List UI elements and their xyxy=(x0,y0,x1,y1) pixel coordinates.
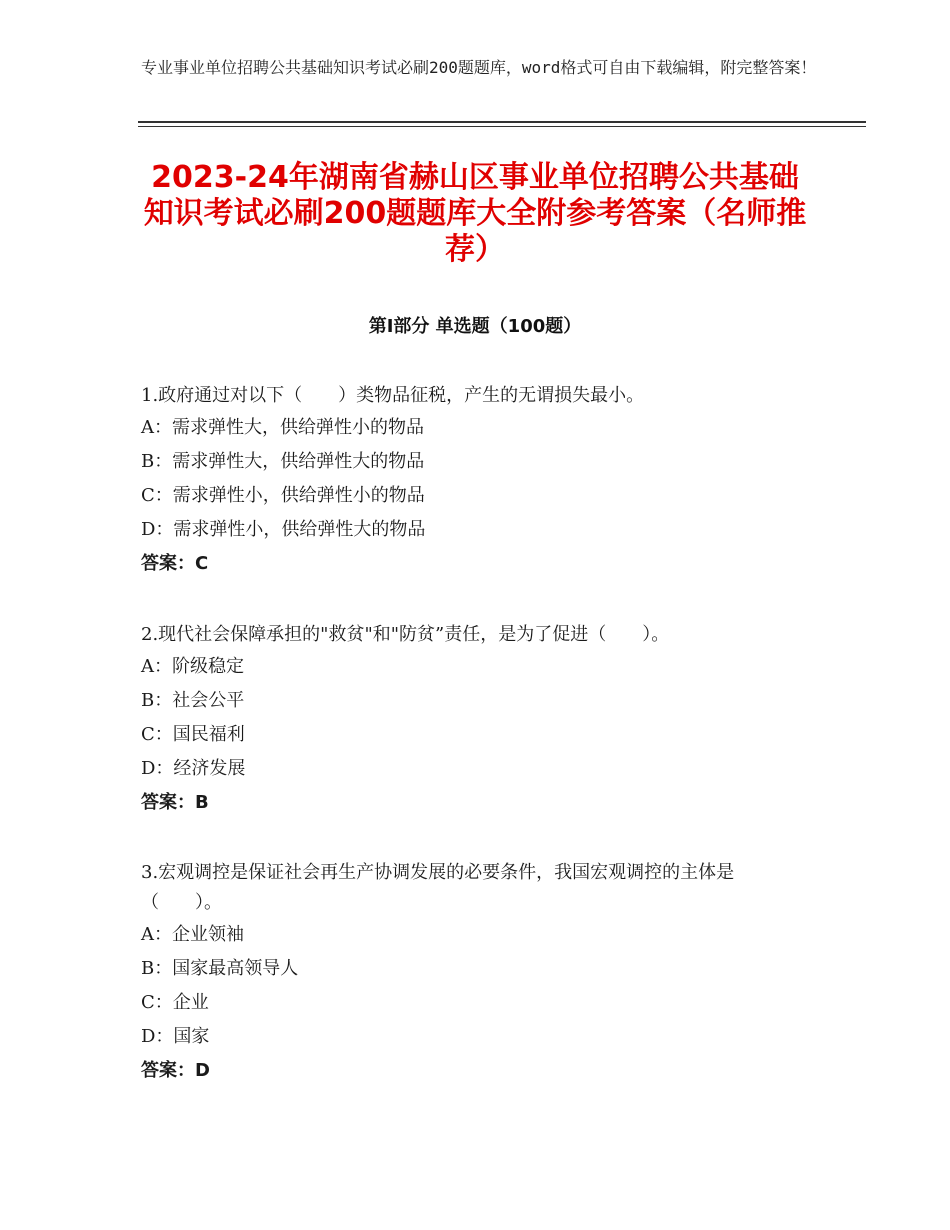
header-note: 专业事业单位招聘公共基础知识考试必刷200题题库，word格式可自由下载编辑，附完整答案！ xyxy=(141,58,817,77)
option-c: C：国民福利 xyxy=(141,724,245,745)
question-2 xyxy=(141,620,806,820)
document-title: 2023-24年湖南省赫山区事业单位招聘公共基础知识考试必刷200题题库大全附参考答案（名师推荐） xyxy=(143,160,807,267)
option-b: B：国家最高领导人 xyxy=(141,958,299,979)
option-a: A：需求弹性大，供给弹性小的物品 xyxy=(141,417,424,438)
header-rule-thin xyxy=(138,126,866,127)
question-1 xyxy=(141,381,806,581)
option-b: B：需求弹性大，供给弹性大的物品 xyxy=(141,451,425,472)
question-stem: 1.政府通过对以下（ ）类物品征税，产生的无谓损失最小。 xyxy=(141,385,645,406)
option-c: C：需求弹性小，供给弹性小的物品 xyxy=(141,485,425,506)
answer: 答案：B xyxy=(141,792,209,813)
header-rule-thick xyxy=(138,121,866,123)
answer: 答案：D xyxy=(141,1060,210,1081)
option-d: D：经济发展 xyxy=(141,758,246,779)
option-a: A：阶级稳定 xyxy=(141,656,244,677)
option-d: D：国家 xyxy=(141,1026,210,1047)
answer: 答案：C xyxy=(141,553,209,574)
section-title: 第Ⅰ部分 单选题（100题） xyxy=(368,316,582,337)
question-stem: 2.现代社会保障承担的"救贫"和"防贫”责任，是为了促进（ ）。 xyxy=(141,624,670,645)
option-a: A：企业领袖 xyxy=(141,924,244,945)
option-d: D：需求弹性小，供给弹性大的物品 xyxy=(141,519,426,540)
question-stem: 3.宏观调控是保证社会再生产协调发展的必要条件，我国宏观调控的主体是（ ）。 xyxy=(141,862,735,913)
option-b: B：社会公平 xyxy=(141,690,245,711)
question-3 xyxy=(141,858,806,1088)
option-c: C：企业 xyxy=(141,992,209,1013)
